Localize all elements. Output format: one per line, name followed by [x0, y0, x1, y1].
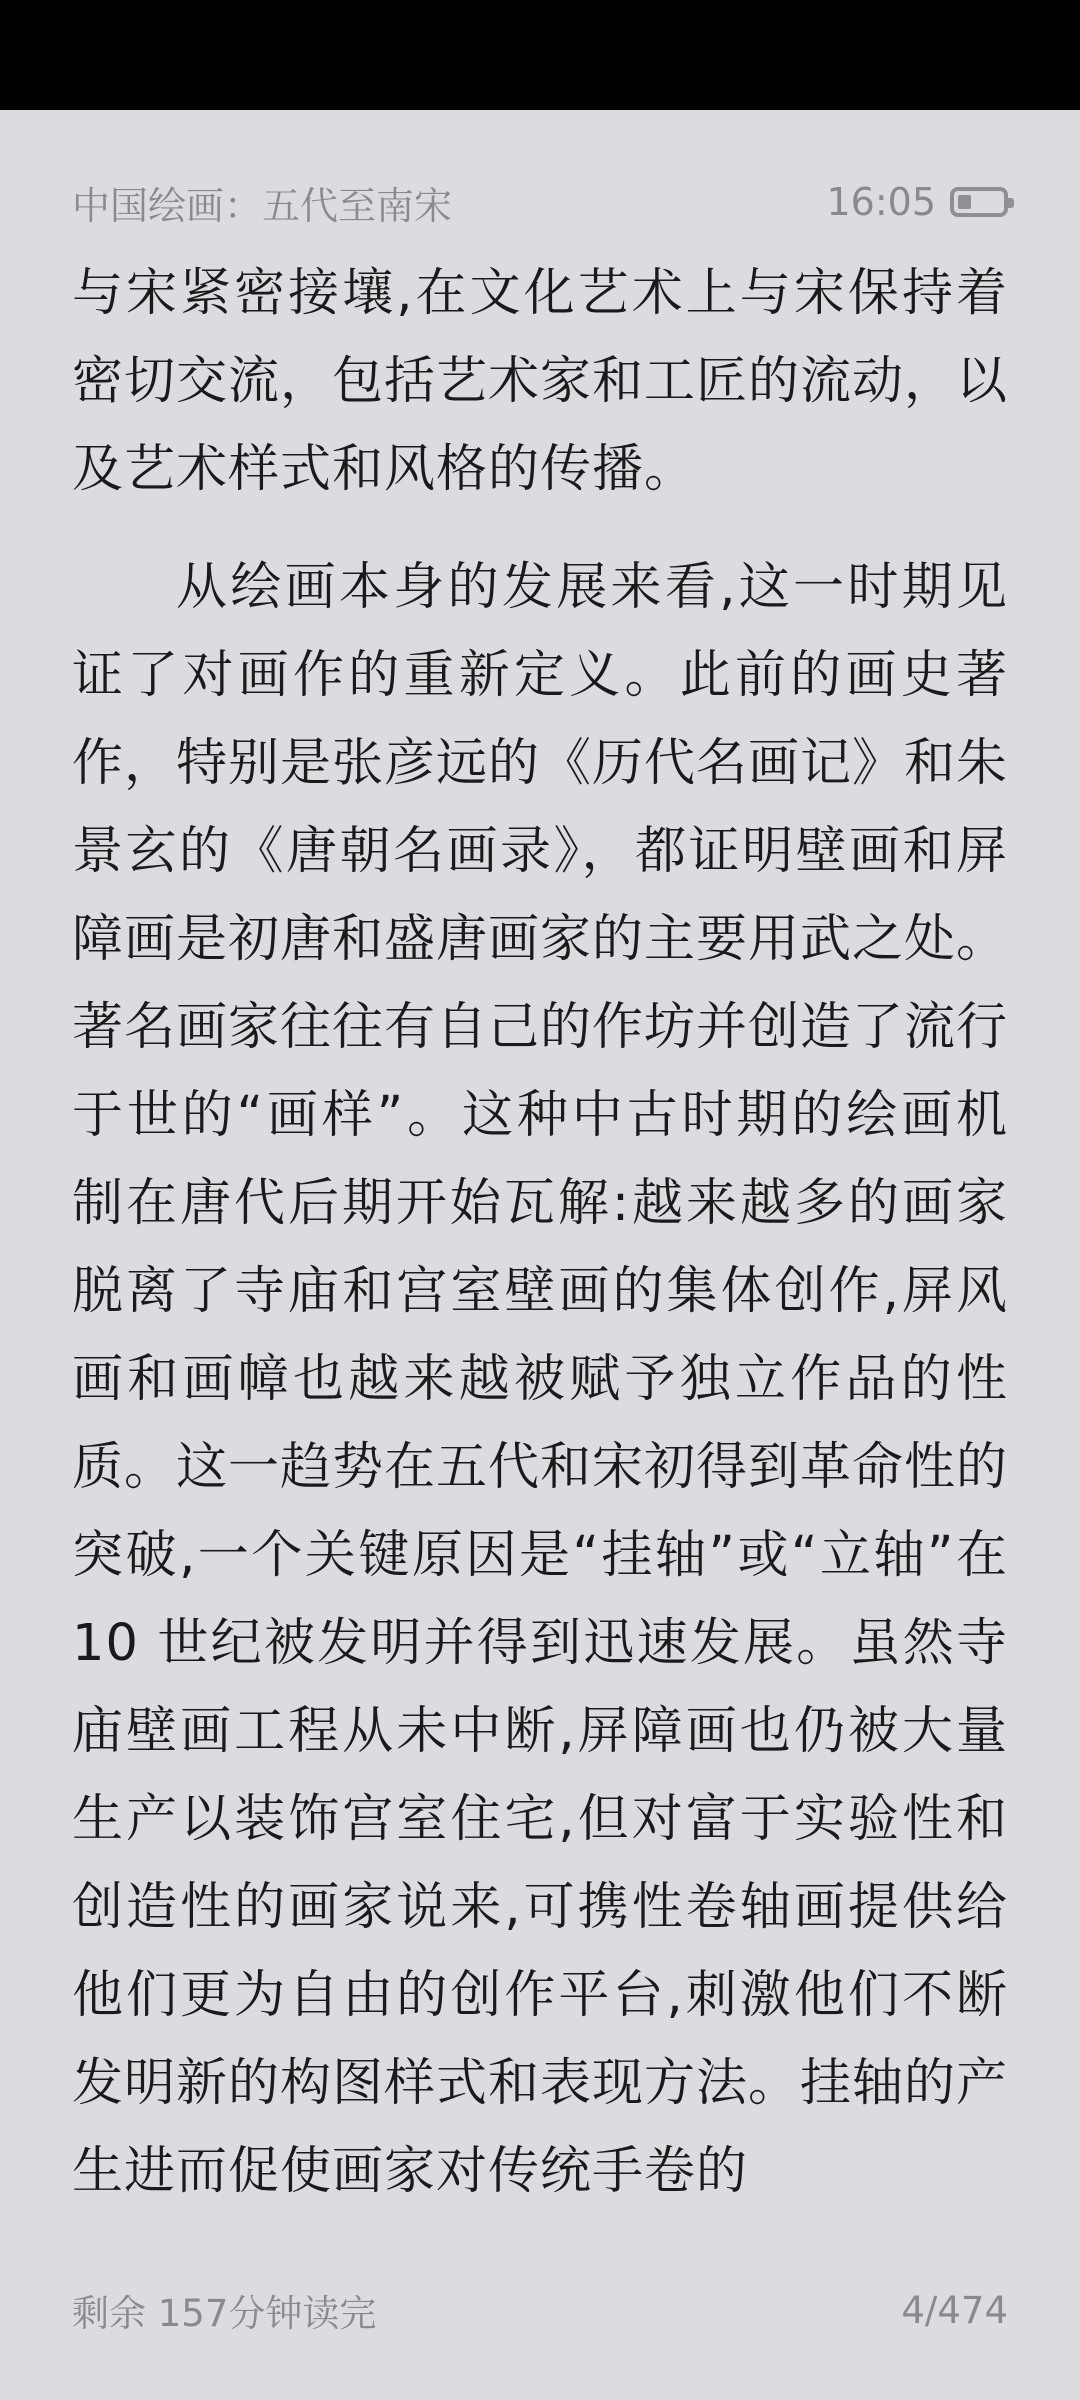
battery-icon	[950, 187, 1008, 217]
reader-footer	[72, 2280, 1008, 2340]
page-indicator: 4/474	[901, 2288, 1008, 2332]
battery-fill	[958, 195, 971, 209]
clock-time: 16:05	[826, 180, 936, 224]
remaining-reading-time: 剩余 157分钟读完	[72, 2292, 377, 2335]
reader-page[interactable]	[0, 110, 1080, 2400]
book-title: 中国绘画：五代至南宋	[72, 183, 453, 228]
paragraph: 从绘画本身的发展来看,这一时期见证了对画作的重新定义。此前的画史著作，特别是张彦远的《历代名画记》和朱景玄的《唐朝名画录》，都证明壁画和屏障画是初唐和盛唐画家的主要用武之处。著名画家往往有自己的作坊并创造了流行于世的“画样”。这种中古时期的绘画机制在唐代后期开始瓦解:越来越多的画家脱离了寺庙和宫室壁画的集体创作,屏风画和画幛也越来越被赋予独立作品的性质。这一趋势在五代和宋初得到革命性的突破,一个关键原因是“挂轴”或“立轴”在 10 世纪被发明并得到迅速发展。虽然寺庙壁画工程从未中断,屏障画也仍被大量生产以装饰宫室住宅,但对富于实验性和创造性的画家说来,可携性卷轴画提供给他们更为自由的创作平台,刺激他们不断发明新的构图样式和表现方法。挂轴的产生进而促使画家对传统手卷的	[72, 558, 1009, 2201]
reader-header	[72, 172, 1008, 232]
system-status-bar	[0, 0, 1080, 110]
header-status	[826, 180, 1008, 224]
paragraph: 与宋紧密接壤,在文化艺术上与宋保持着密切交流，包括艺术家和工匠的流动，以及艺术样式和风格的传播。	[72, 264, 1009, 499]
reading-content[interactable]	[72, 250, 1008, 2216]
